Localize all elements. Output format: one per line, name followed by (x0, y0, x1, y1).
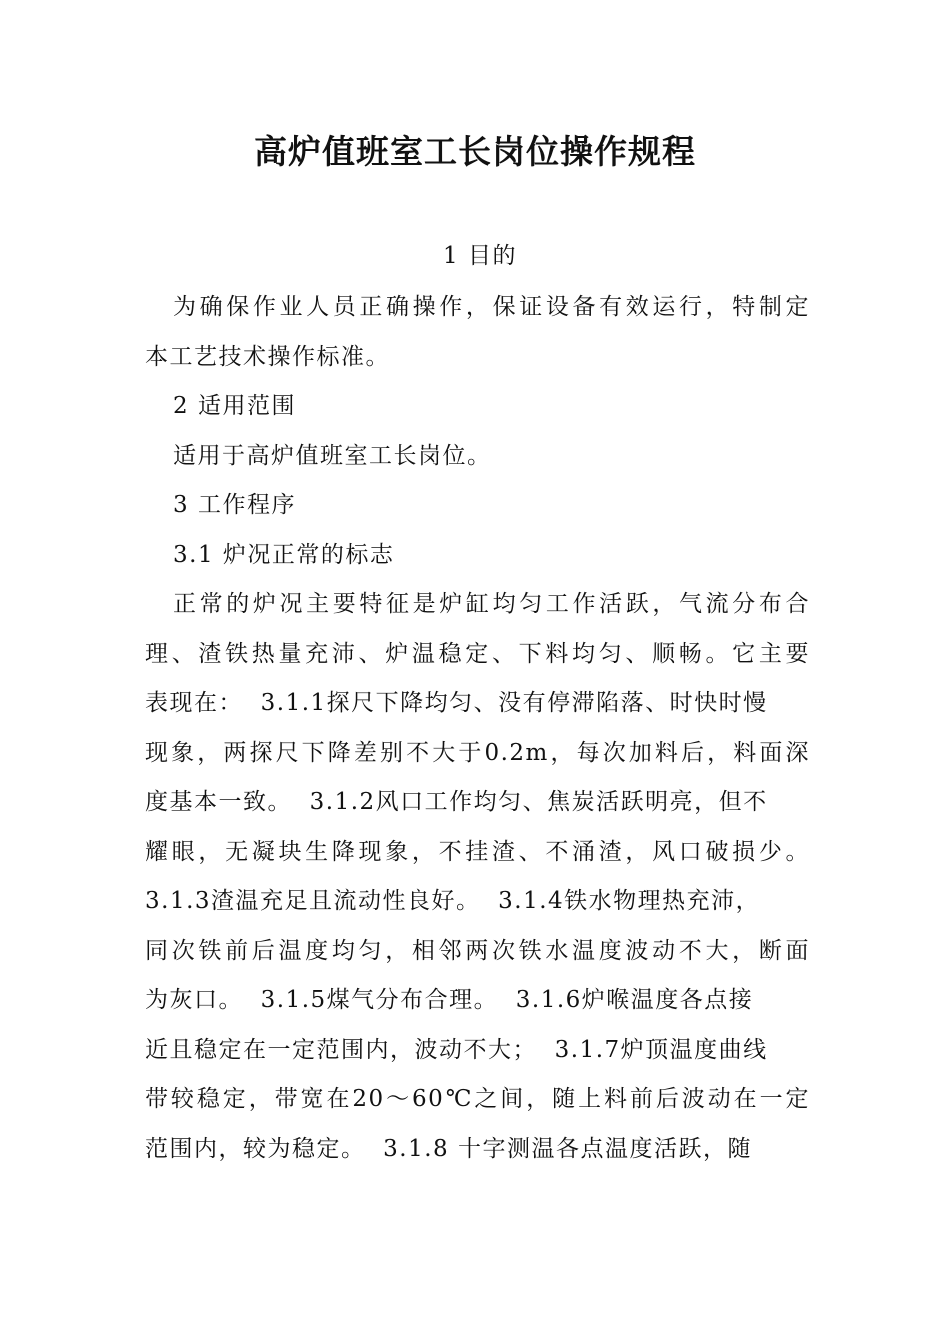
document-title: 高炉值班室工长岗位操作规程 (254, 132, 696, 171)
paragraph-line: 3.1.3渣温充足且流动性良好。 3.1.4铁水物理热充沛， (145, 888, 761, 914)
document-body (145, 283, 810, 1174)
paragraph-line: 现象，两探尺下降差别不大于0.2m，每次加料后，料面深 (145, 739, 810, 766)
paragraph-line: 耀眼，无凝块生降现象，不挂渣、不涌渣，风口破损少。 (145, 838, 810, 865)
paragraph-line: 同次铁前后温度均匀，相邻两次铁水温度波动不大，断面 (145, 937, 810, 964)
section-heading-procedure: 3 工作程序 (173, 492, 296, 518)
paragraph-line: 为确保作业人员正确操作，保证设备有效运行，特制定 (173, 294, 810, 320)
paragraph-line: 为灰口。 3.1.5煤气分布合理。 3.1.6炉喉温度各点接 (145, 987, 754, 1013)
section-heading-purpose: 1 目的 (443, 243, 517, 269)
paragraph-line: 近且稳定在一定范围内，波动不大； 3.1.7炉顶温度曲线 (145, 1036, 768, 1063)
subsection-heading: 3.1 炉况正常的标志 (173, 541, 395, 568)
section-heading-scope: 2 适用范围 (173, 393, 296, 419)
paragraph-line: 范围内，较为稳定。 3.1.8 十字测温各点温度活跃，随 (145, 1135, 752, 1162)
paragraph-line: 正常的炉况主要特征是炉缸均匀工作活跃，气流分布合 (173, 591, 810, 617)
paragraph-line: 带较稳定，带宽在20～60℃之间，随上料前后波动在一定 (145, 1086, 810, 1112)
paragraph-line: 适用于高炉值班室工长岗位。 (173, 442, 492, 469)
paragraph-line: 度基本一致。 3.1.2风口工作均匀、焦炭活跃明亮，但不 (145, 789, 768, 815)
paragraph-line: 理、渣铁热量充沛、炉温稳定、下料均匀、顺畅。它主要 (145, 640, 810, 667)
paragraph-line: 表现在： 3.1.1探尺下降均匀、没有停滞陷落、时快时慢 (145, 690, 768, 716)
paragraph-line: 本工艺技术操作标准。 (145, 343, 390, 370)
